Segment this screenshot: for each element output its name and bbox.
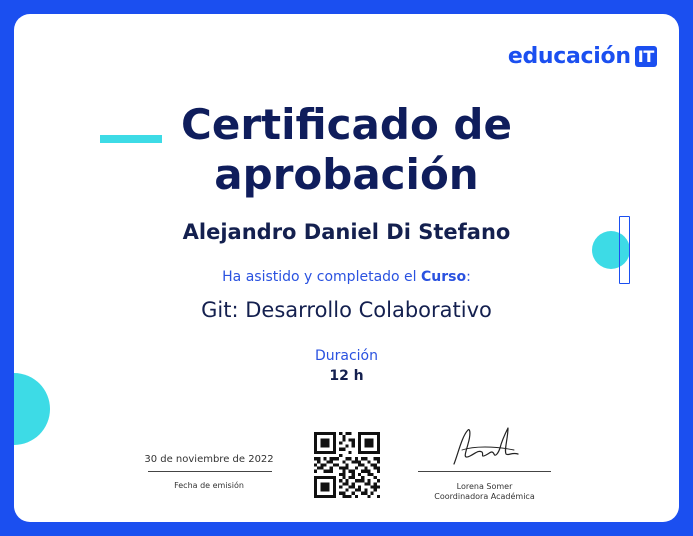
duration-label: Duración (314, 348, 378, 364)
signer-role: Coordinadora Académica (434, 492, 535, 501)
attended-course-word: Curso (421, 269, 467, 285)
signature-divider (418, 471, 551, 472)
title-line-1: Certificado de (181, 100, 512, 149)
qr-code[interactable] (314, 432, 380, 498)
attended-statement (14, 269, 679, 285)
brand-name: educación (507, 44, 631, 69)
certificate-title (14, 100, 679, 200)
signer-name: Lorena Somer (456, 482, 513, 491)
brand-logo (508, 44, 657, 69)
issue-date: 30 de noviembre de 2022 (144, 454, 274, 465)
attended-suffix: : (466, 269, 471, 285)
signature (448, 424, 520, 468)
issue-date-label: Fecha de emisión (174, 481, 244, 490)
attended-text: Ha asistido y completado el (222, 269, 421, 285)
certificate-card (14, 14, 679, 522)
student-name: Alejandro Daniel Di Stefano (182, 220, 511, 244)
course-name: Git: Desarrollo Colaborativo (201, 298, 492, 322)
brand-badge: IT (635, 46, 657, 67)
title-line-2: aprobación (214, 150, 479, 199)
duration-value: 12 h (329, 368, 364, 384)
issue-date-divider (148, 471, 272, 472)
